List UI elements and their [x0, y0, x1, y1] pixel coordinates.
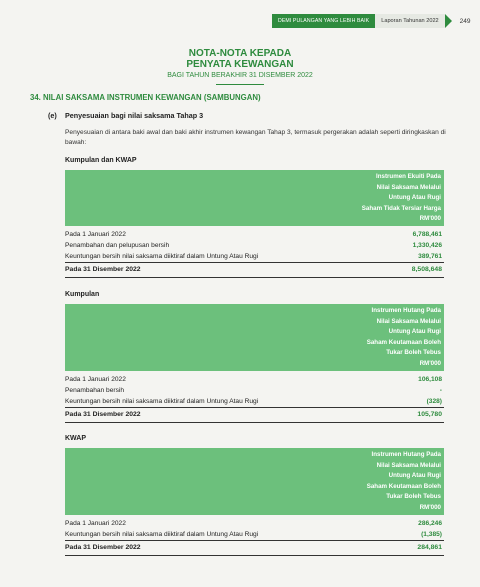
table-kumpulan-dan-kwap	[65, 157, 444, 278]
column-header-line: Nilai Saksama Melalui	[376, 317, 441, 325]
row-label: Keuntungan bersih nilai saksama diiktiraf dalam Untung Atau Rugi	[65, 253, 259, 260]
column-header	[65, 448, 444, 515]
table-body	[65, 374, 444, 408]
table-row	[65, 529, 444, 541]
table-title: KWAP	[65, 435, 86, 442]
table-total-row	[65, 408, 444, 423]
row-value: 1,330,426	[412, 242, 442, 249]
table-row	[65, 518, 444, 529]
heading-line-2: PENYATA KEWANGAN	[186, 59, 294, 70]
column-header-line: Nilai Saksama Melalui	[376, 183, 441, 191]
table-row	[65, 251, 444, 263]
table-total-row	[65, 541, 444, 556]
column-header-line: Nilai Saksama Melalui	[376, 461, 441, 469]
row-value: (1,385)	[421, 531, 442, 538]
column-header-line: Instrumen Hutang Pada	[371, 307, 441, 314]
heading-divider	[216, 84, 264, 85]
column-header-unit: RM'000	[419, 503, 441, 511]
page-header-bar	[272, 14, 480, 28]
row-value: (328)	[426, 398, 442, 405]
header-tagline: DEMI PULANGAN YANG LEBIH BAIK	[272, 14, 375, 28]
total-label: Pada 31 Disember 2022	[65, 544, 141, 551]
table-total-row	[65, 263, 444, 278]
column-header-line: Untung Atau Rugi	[388, 472, 441, 480]
total-label: Pada 31 Disember 2022	[65, 411, 141, 418]
row-value: 6,788,461	[412, 231, 442, 238]
table-kwap	[65, 435, 444, 556]
table-body	[65, 229, 444, 263]
table-row	[65, 240, 444, 251]
header-arrow-icon	[445, 14, 452, 28]
column-header	[65, 304, 444, 371]
table-title: Kumpulan	[65, 291, 100, 298]
heading-subtitle: BAGI TAHUN BERAKHIR 31 DISEMBER 2022	[167, 72, 313, 79]
subsection-heading	[48, 111, 203, 120]
row-label: Keuntungan bersih nilai saksama diiktiraf dalam Untung Atau Rugi	[65, 531, 259, 538]
subsection-title: Penyesuaian bagi nilai saksama Tahap 3	[65, 111, 204, 120]
table-row	[65, 396, 444, 408]
intro-paragraph: Penyesuaian di antara baki awal dan baki akhir instrumen kewangan Tahap 3, termasuk pergerakan adalah seperti diringkaskan di bawah:	[65, 129, 446, 146]
page-number: 249	[459, 17, 471, 25]
column-header-line: Saham Keutamaan Boleh	[366, 338, 441, 346]
row-label: Penambahan bersih	[65, 387, 125, 394]
subsection-label: (e)	[48, 111, 57, 120]
row-value: 286,246	[418, 520, 442, 527]
table-title: Kumpulan dan KWAP	[65, 157, 137, 164]
total-value: 105,780	[417, 411, 442, 418]
table-body	[65, 518, 444, 541]
heading-line-1: NOTA-NOTA KEPADA	[188, 48, 292, 59]
row-label: Penambahan dan pelupusan bersih	[65, 242, 170, 249]
total-label: Pada 31 Disember 2022	[65, 266, 141, 273]
column-header-line: Instrumen Ekuiti Pada	[376, 173, 441, 180]
row-label: Pada 1 Januari 2022	[65, 520, 126, 527]
section-title: 34. NILAI SAKSAMA INSTRUMEN KEWANGAN (SAMBUNGAN)	[30, 93, 261, 102]
header-report-name: Laporan Tahunan 2022	[375, 14, 444, 28]
column-header-line: Saham Keutamaan Boleh	[366, 482, 441, 490]
row-value: -	[439, 387, 442, 394]
table-kumpulan	[65, 291, 444, 423]
total-value: 8,508,648	[411, 266, 442, 273]
total-value: 284,861	[417, 544, 442, 551]
table-row	[65, 385, 444, 396]
column-header-line: Tukar Boleh Tebus	[386, 493, 441, 501]
row-label: Keuntungan bersih nilai saksama diiktiraf dalam Untung Atau Rugi	[65, 398, 259, 405]
column-header-unit: RM'000	[419, 215, 441, 223]
column-header-line: Tukar Boleh Tebus	[386, 349, 441, 357]
column-header-line: Saham Tidak Tersiar Harga	[361, 204, 441, 212]
column-header-unit: RM'000	[419, 359, 441, 367]
table-row	[65, 229, 444, 240]
column-header-line: Untung Atau Rugi	[388, 328, 441, 336]
row-value: 389,761	[418, 253, 442, 260]
row-label: Pada 1 Januari 2022	[65, 376, 126, 383]
column-header-line: Instrumen Hutang Pada	[371, 451, 441, 458]
page-heading	[0, 48, 480, 85]
column-header-line: Untung Atau Rugi	[388, 194, 441, 202]
row-label: Pada 1 Januari 2022	[65, 231, 126, 238]
row-value: 106,108	[418, 376, 442, 383]
table-row	[65, 374, 444, 385]
column-header	[65, 170, 444, 226]
